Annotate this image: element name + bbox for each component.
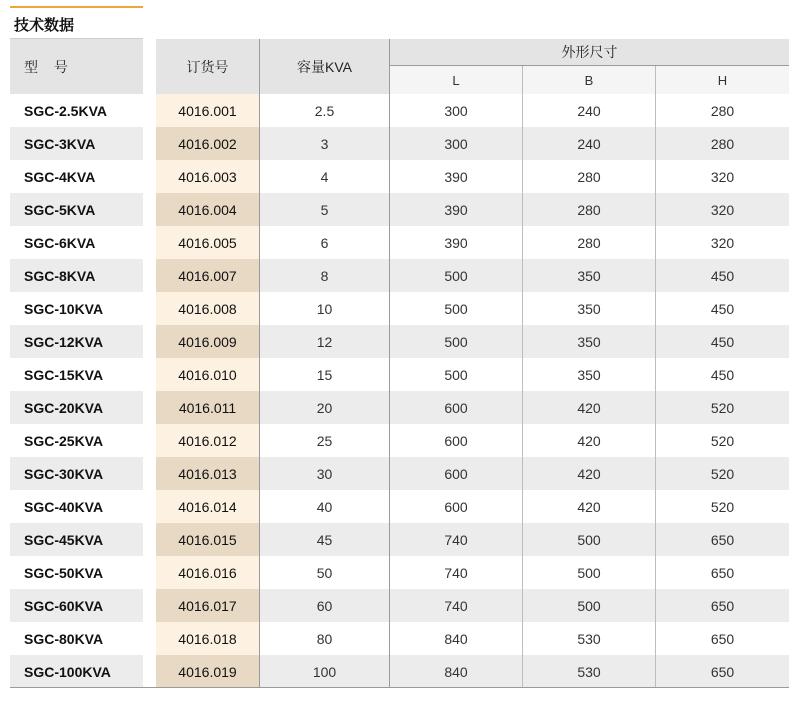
order-cell: 4016.019 <box>156 655 260 688</box>
header-dim-h: H <box>717 72 728 88</box>
dim-h-cell: 650 <box>656 655 789 688</box>
dim-b-cell: 500 <box>523 523 656 556</box>
table-row-model <box>10 127 143 160</box>
model-cell: SGC-3KVA <box>24 135 96 152</box>
model-cell: SGC-8KVA <box>24 267 96 284</box>
header-dimensions <box>390 39 789 94</box>
table-row <box>156 358 789 391</box>
table-row-model <box>10 94 143 127</box>
order-cell: 4016.002 <box>156 127 260 160</box>
table-row <box>156 226 789 259</box>
capacity-cell: 3 <box>260 127 390 160</box>
order-cell: 4016.018 <box>156 622 260 655</box>
order-cell: 4016.001 <box>156 94 260 127</box>
dim-l-cell: 500 <box>390 292 523 325</box>
table-row <box>156 94 789 127</box>
capacity-cell: 45 <box>260 523 390 556</box>
dim-h-cell: 450 <box>656 325 789 358</box>
dim-h-cell: 320 <box>710 168 735 185</box>
table-row <box>156 490 789 523</box>
dim-l-cell: 740 <box>390 589 523 622</box>
dim-b-cell: 500 <box>523 589 656 622</box>
order-cell: 4016.008 <box>156 292 260 325</box>
dim-b-cell: 350 <box>523 292 656 325</box>
dim-h-cell: 650 <box>656 589 789 622</box>
table-row-model <box>10 226 143 259</box>
model-cell: SGC-6KVA <box>24 234 96 251</box>
capacity-cell: 4 <box>260 160 390 193</box>
dim-l-cell: 600 <box>390 457 523 490</box>
table-row-model <box>10 457 143 490</box>
dim-l-cell: 600 <box>390 424 523 457</box>
dim-l-cell: 740 <box>390 523 523 556</box>
model-cell: SGC-4KVA <box>24 168 96 185</box>
order-cell: 4016.007 <box>156 259 260 292</box>
table-row-model <box>10 358 143 391</box>
table-row <box>156 655 789 688</box>
model-cell: SGC-15KVA <box>24 366 104 383</box>
capacity-cell: 5 <box>260 193 390 226</box>
table-row <box>156 292 789 325</box>
table-row-model <box>10 259 143 292</box>
section-title: 技术数据 <box>14 17 75 34</box>
table-row <box>156 391 789 424</box>
dim-l-cell: 300 <box>390 94 523 127</box>
model-cell: SGC-60KVA <box>24 597 104 614</box>
dim-h-cell: 650 <box>710 564 735 581</box>
header-model <box>10 39 143 94</box>
dim-b-cell: 420 <box>523 457 656 490</box>
dim-h-cell: 650 <box>710 630 735 647</box>
header-dimensions-label: 外形尺寸 <box>561 44 618 60</box>
table-row-model <box>10 424 143 457</box>
order-cell: 4016.004 <box>156 193 260 226</box>
capacity-cell: 20 <box>260 391 390 424</box>
table-bottom-rule <box>10 687 789 688</box>
title-accent-rule <box>10 6 143 8</box>
table-row-model <box>10 556 143 589</box>
capacity-cell: 100 <box>260 655 390 688</box>
order-cell: 4016.011 <box>156 391 260 424</box>
header-order-label: 订货号 <box>186 58 229 75</box>
header-dim-l: L <box>390 66 523 94</box>
table-row <box>156 160 789 193</box>
capacity-cell: 2.5 <box>260 94 390 127</box>
data-rows <box>156 94 789 688</box>
header-capacity <box>260 39 390 94</box>
dim-b-cell: 350 <box>523 358 656 391</box>
dim-h-cell: 650 <box>656 523 789 556</box>
model-cell: SGC-45KVA <box>24 531 104 548</box>
capacity-cell: 40 <box>260 490 390 523</box>
order-cell: 4016.005 <box>156 226 260 259</box>
order-cell: 4016.014 <box>156 490 260 523</box>
table-row <box>156 556 789 589</box>
table-row <box>156 622 789 655</box>
header-dimensions-sub <box>390 66 789 94</box>
table-row <box>156 127 789 160</box>
table-row-model <box>10 193 143 226</box>
data-columns <box>156 39 789 688</box>
dim-l-cell: 600 <box>390 490 523 523</box>
capacity-cell: 10 <box>260 292 390 325</box>
capacity-cell: 60 <box>260 589 390 622</box>
dim-l-cell: 500 <box>390 259 523 292</box>
table-row-model <box>10 490 143 523</box>
model-cell: SGC-50KVA <box>24 564 104 581</box>
dim-l-cell: 390 <box>390 160 523 193</box>
dim-b-cell: 530 <box>523 622 656 655</box>
dim-l-cell: 390 <box>390 226 523 259</box>
table-row-model <box>10 391 143 424</box>
dim-b-cell: 280 <box>523 226 656 259</box>
dim-h-cell: 450 <box>656 259 789 292</box>
table-row-model <box>10 523 143 556</box>
table-row-model <box>10 160 143 193</box>
model-cell: SGC-100KVA <box>24 663 111 680</box>
dim-b-cell: 420 <box>523 424 656 457</box>
dim-h-cell: 280 <box>656 127 789 160</box>
table-row-model <box>10 622 143 655</box>
capacity-cell: 30 <box>260 457 390 490</box>
dim-b-cell: 420 <box>523 391 656 424</box>
table-row-model <box>10 292 143 325</box>
model-cell: SGC-30KVA <box>24 465 104 482</box>
table-row <box>156 259 789 292</box>
model-cell: SGC-2.5KVA <box>24 102 107 119</box>
dim-b-cell: 530 <box>523 655 656 688</box>
header-dim-b: B <box>523 66 656 94</box>
dim-h-cell: 520 <box>710 432 735 449</box>
dim-b-cell: 280 <box>523 160 656 193</box>
dim-l-cell: 840 <box>390 655 523 688</box>
capacity-cell: 12 <box>260 325 390 358</box>
header-model-label: 型 号 <box>24 58 74 75</box>
order-cell: 4016.015 <box>156 523 260 556</box>
dim-l-cell: 840 <box>390 622 523 655</box>
dim-h-cell: 520 <box>656 391 789 424</box>
model-cell: SGC-20KVA <box>24 399 104 416</box>
model-column <box>10 39 143 688</box>
dim-b-cell: 350 <box>523 259 656 292</box>
header-order <box>156 39 260 94</box>
table-row-model <box>10 655 143 688</box>
table-row <box>156 589 789 622</box>
order-cell: 4016.003 <box>156 160 260 193</box>
dim-l-cell: 600 <box>390 391 523 424</box>
table-row-model <box>10 325 143 358</box>
capacity-cell: 8 <box>260 259 390 292</box>
order-cell: 4016.013 <box>156 457 260 490</box>
dim-h-cell: 520 <box>710 498 735 515</box>
order-cell: 4016.009 <box>156 325 260 358</box>
table-row-model <box>10 589 143 622</box>
header-capacity-label: 容量KVA <box>297 58 352 75</box>
dim-l-cell: 740 <box>390 556 523 589</box>
order-cell: 4016.012 <box>156 424 260 457</box>
dim-b-cell: 240 <box>523 94 656 127</box>
dim-b-cell: 420 <box>523 490 656 523</box>
dim-h-cell: 320 <box>710 234 735 251</box>
model-rows <box>10 94 143 688</box>
dim-h-cell: 520 <box>656 457 789 490</box>
order-cell: 4016.017 <box>156 589 260 622</box>
dim-b-cell: 350 <box>523 325 656 358</box>
dim-b-cell: 500 <box>523 556 656 589</box>
dim-h-cell: 280 <box>710 102 735 119</box>
capacity-cell: 15 <box>260 358 390 391</box>
capacity-cell: 50 <box>260 556 390 589</box>
table-header <box>156 39 789 94</box>
model-cell: SGC-40KVA <box>24 498 104 515</box>
dim-l-cell: 500 <box>390 358 523 391</box>
dim-l-cell: 500 <box>390 325 523 358</box>
dim-h-cell: 450 <box>710 300 735 317</box>
table-row <box>156 424 789 457</box>
model-cell: SGC-10KVA <box>24 300 104 317</box>
dim-b-cell: 280 <box>523 193 656 226</box>
capacity-cell: 25 <box>260 424 390 457</box>
dim-l-cell: 300 <box>390 127 523 160</box>
dim-h-cell: 320 <box>656 193 789 226</box>
capacity-cell: 6 <box>260 226 390 259</box>
dim-b-cell: 240 <box>523 127 656 160</box>
table-row <box>156 523 789 556</box>
header-dimensions-title <box>390 39 789 66</box>
dim-h-cell: 450 <box>710 366 735 383</box>
table-row <box>156 457 789 490</box>
table-row <box>156 193 789 226</box>
model-cell: SGC-5KVA <box>24 201 96 218</box>
model-cell: SGC-80KVA <box>24 630 104 647</box>
model-cell: SGC-25KVA <box>24 432 104 449</box>
order-cell: 4016.016 <box>156 556 260 589</box>
order-cell: 4016.010 <box>156 358 260 391</box>
capacity-cell: 80 <box>260 622 390 655</box>
table-row <box>156 325 789 358</box>
dim-l-cell: 390 <box>390 193 523 226</box>
model-cell: SGC-12KVA <box>24 333 104 350</box>
